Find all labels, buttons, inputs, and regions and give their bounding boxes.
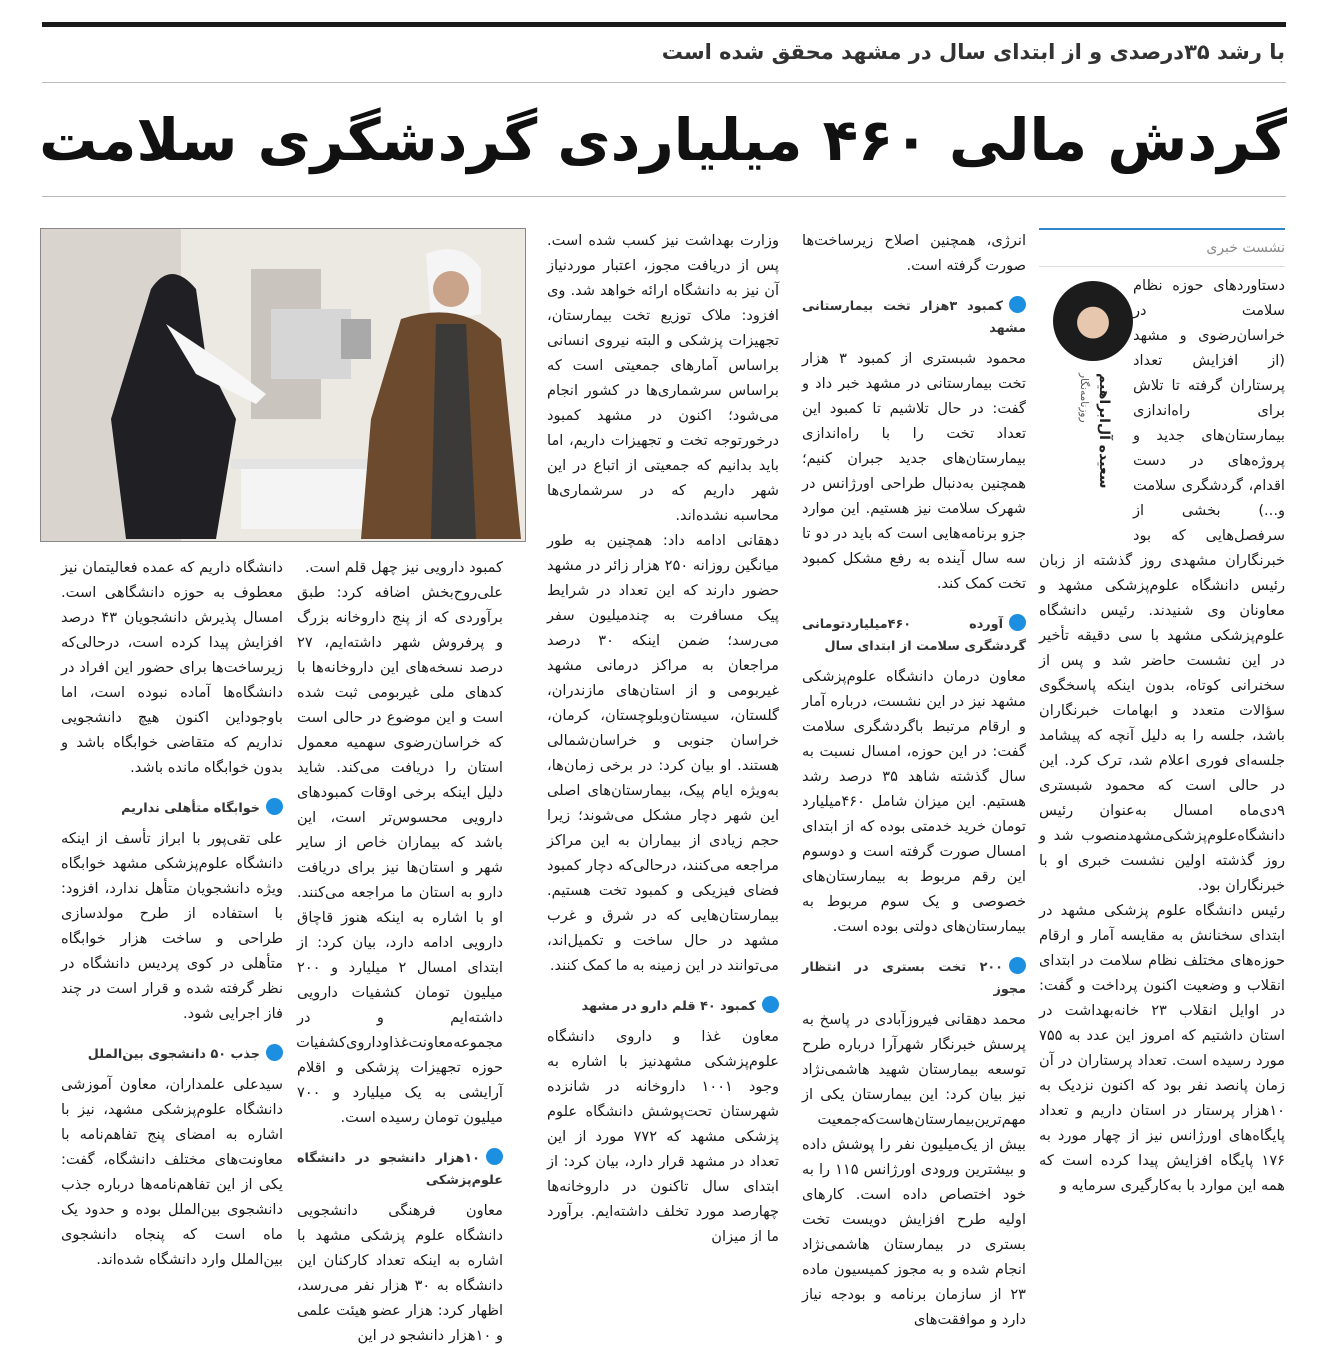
bullet-dot-icon (486, 1148, 503, 1165)
subheading: کمبود ۳هزار تخت بیمارستانی مشهد (802, 296, 1026, 340)
paragraph: دانشگاه داریم که عمده فعالیتمان نیز معطوف به حوزه دانشگاهی است. امسال پذیرش دانشجویان ۴۳ درصد افزایش پیدا کرده است، درحالی‌که زیرساخت‌ها برای حضور این افراد در دانشگاه‌ها آماده نبوده است، اما باوجوداین اکنون هیچ دانشجویی نداریم که متقاضی خوابگاه باشد و بدون خوابگاه مانده باشد. (61, 559, 283, 776)
section-label: نشست خبری (1039, 228, 1285, 267)
divider (42, 196, 1286, 197)
paragraph: رئیس دانشگاه علوم پزشکی مشهد در ابتدای سخنانش به مقایسه آمار و ارقام حوزه‌های مختلف نظام سلامت در ابتدای انقلاب و وضعیت اکنون پرداخت و گفت: در اوایل انقلاب ۲۳ خانه‌بهداشت در استان داشتیم که امروز این عدد به ۷۵۵ مورد رسیده است. تعداد پرستاران در آن زمان پانصد نفر بود که اکنون نزدیک به ۱۰هزار پرستار در استان داریم و تعداد پایگاه‌های اورژانس نیز از چهار مورد به ۱۷۶ پایگاه افزایش پیدا کرده است که همه این موارد با به‌کارگیری سرمایه و (1039, 902, 1285, 1194)
bullet-dot-icon (266, 798, 283, 815)
paragraph: معاون فرهنگی دانشجویی دانشگاه علوم پزشکی مشهد با اشاره به اینکه تعداد کارکنان این دانشگاه به ۳۰ هزار نفر می‌رسد، اظهار کرد: هزار عضو هیئت علمی و ۱۰هزار دانشجو در این (297, 1202, 504, 1344)
subheading: ۱۰هزار دانشجو در دانشگاه علوم‌پزشکی (297, 1148, 503, 1192)
column-5 (61, 555, 283, 1272)
top-rule (42, 22, 1286, 27)
bullet-dot-icon (1009, 957, 1026, 974)
author-role: روزنامه‌نگار (1078, 373, 1090, 423)
paragraph: کمبود دارویی نیز چهل قلم است. (305, 559, 503, 576)
author-box (1049, 281, 1133, 527)
bullet-dot-icon (1009, 614, 1026, 631)
column-2 (802, 228, 1026, 1332)
divider (42, 82, 1286, 83)
column-1 (1039, 228, 1285, 1198)
paragraph: وزارت بهداشت نیز کسب شده است. پس از دریافت مجوز، اعتبار موردنیاز آن نیز به دانشگاه ارائه خواهد شد. وی افزود: ملاک توزیع تخت بیمارستان، تجهیزات پزشکی و البته نیروی انسانی براساس آمارهای جمعیتی است که براساس سرشماری‌ها در کشور انجام می‌شود؛ اکنون در مشهد کمبود درخورتوجه تخت و تجهیزات داریم، اما باید بدانیم که جمعیتی از اتباع در این شهر داریم که در سرشماری‌ها محاسبه نشده‌اند. (547, 232, 779, 524)
subheading: خوابگاه متأهلی نداریم (61, 798, 283, 820)
paragraph: انرژی، همچنین اصلاح زیرساخت‌ها صورت گرفته است. (802, 232, 1026, 274)
subheading: کمبود ۴۰ قلم دارو در مشهد (547, 996, 779, 1018)
column-3 (547, 228, 779, 1249)
bullet-dot-icon (1009, 296, 1026, 313)
paragraph: معاون غذا و داروی دانشگاه علوم‌پزشکی مشهدنیز با اشاره به وجود ۱۰۰۱ داروخانه در شانزده شهرستان تحت‌پوشش دانشگاه علوم پزشکی مشهد که ۷۷۲ مورد از این تعداد در مشهد قرار دارد، بیان کرد: از ابتدای سال تاکنون در داروخانه‌ها چهارصد مورد تخلف داشته‌ایم. برآورد ما از میزان (547, 1028, 779, 1245)
paragraph: محمود شبستری از کمبود ۳ هزار تخت بیمارستانی در مشهد خبر داد و گفت: در حال تلاشیم تا کمبود این تعداد تخت را با راه‌اندازی بیمارستان‌های جدید جبران کنیم؛ همچنین به‌دنبال طراحی اورژانس در شهرک سلامت نیز هستیم. این موارد جزو برنامه‌هایی است که باید در دو تا سه سال آینده به رفع مشکل کمبود تخت کمک کند. (802, 350, 1026, 592)
bullet-dot-icon (762, 996, 779, 1013)
paragraph: دهقانی ادامه داد: همچنین به طور میانگین روزانه ۲۵۰ هزار زائر در مشهد حضور دارند که این تعداد در شرایط پیک مسافرت به چندمیلیون سفر می‌رسد؛ ضمن اینکه ۳۰ درصد مراجعان به مراکز درمانی مشهد غیربومی و از استان‌های مازندران، گلستان، سیستان‌وبلوچستان، کرمان، خراسان جنوبی و خراسان‌شمالی هستند. او بیان کرد: در برخی زمان‌ها، به‌ویژه ایام پیک، بیمارستان‌های اصلی این شهر دچار مشکل می‌شوند؛ زیرا حجم زیادی از بیماران به این مراکز مراجعه می‌کنند، درحالی‌که دچار کمبود فضای فیزیکی و کمبود تخت هستیم. بیمارستان‌هایی که در شرق و غرب مشهد در حال ساخت و تکمیل‌اند، می‌توانند در این زمینه به ما کمک کنند. (547, 532, 779, 974)
author-name: سعیده آل‌ابراهیم (1096, 373, 1112, 489)
paragraph: معاون درمان دانشگاه علوم‌پزشکی مشهد نیز در این نشست، درباره آمار و ارقام مرتبط باگردشگری سلامت گفت: در این حوزه، امسال نسبت به سال گذشته شاهد ۳۵ درصد رشد هستیم. این میزان شامل ۴۶۰میلیارد تومان خرید خدمتی بوده که از ابتدای امسال صورت گرفته است و دوسوم این رقم مربوط به بیمارستان‌های خصوصی و یک سوم مربوط به بیمارستان‌های دولتی بوده است. (802, 668, 1026, 935)
photo-illustration (41, 229, 525, 541)
kicker: با رشد ۳۵درصدی و از ابتدای سال در مشهد محقق شده است (661, 40, 1285, 64)
author-photo (1053, 281, 1133, 361)
paragraph: سیدعلی علمداران، معاون آموزشی دانشگاه علوم‌پزشکی مشهد، نیز با اشاره به امضای پنج تفاهم‌نامه با معاونت‌های مختلف دانشگاه، گفت: یکی از این تفاهم‌نامه‌ها درباره جذب دانشجوی بین‌الملل بوده و حدود یک ماه است که پنجاه دانشجوی بین‌الملل وارد دانشگاه شده‌اند. (61, 1076, 283, 1268)
bullet-dot-icon (266, 1044, 283, 1061)
column-4 (297, 555, 503, 1348)
paragraph: علی تقی‌پور با ابراز تأسف از اینکه دانشگاه علوم‌پزشکی مشهد خوابگاه ویژه دانشجویان متأهل ندارد، افزود: با استفاده از طرح مولدسازی طراحی و ساخت هزار خوابگاه متأهلی در کوی پردیس دانشگاه در نظر گرفته شده و قرار است در چند فاز اجرایی شود. (61, 830, 283, 1022)
paragraph: علی‌روح‌بخش اضافه کرد: طبق برآوردی که از پنج داروخانه بزرگ و پرفروش شهر داشته‌ایم، ۲۷ درصد نسخه‌های این داروخانه‌ها با کدهای ملی غیربومی ثبت شده است و این موضوع در حالی است که خراسان‌رضوی سهمیه معمول استان را دریافت می‌کند. شاید دلیل اینکه برخی اوقات کمبودهای دارویی محسوس‌تر است، این باشد که بیماران خاص از سایر شهر و استان‌ها نیز برای دریافت دارو به استان ما مراجعه می‌کنند. او با اشاره به اینکه هنوز قاچاق دارویی ادامه دارد، بیان کرد: از ابتدای امسال ۲ میلیارد و ۲۰۰ میلیون تومان کشفیات دارویی داشته‌ایم و در مجموعه‌معاونت‌غذا‌وداروی‌کشفیات حوزه تجهیزات پزشکی و اقلام آرایشی به یک میلیارد و ۷۰۰ میلیون تومان رسیده است. (296, 584, 503, 1126)
headline: گردش مالی ۴۶۰ میلیاردی گردشگری سلامت (39, 106, 1287, 174)
paragraph: دستاوردهای حوزه نظام سلامت در خراسان‌رضوی و مشهد (از افزایش تعداد پرستاران گرفته تا تلاش برای راه‌اندازی بیمارستان‌های جدید و پروژه‌های در دست اقدام، گردشگری سلامت و...) بخشی از سرفصل‌هایی که بود خبرنگاران مشهدی روز گذشته از زبان رئیس دانشگاه علوم‌پزشکی مشهد و معاونان وی شنیدند. رئیس دانشگاه علوم‌پزشکی مشهد با سی دقیقه تأخیر در این نشست حاضر شد و پس از سخنرانی کوتاه، بدون اینکه پاسخگوی سؤالات متعدد و ابهامات خبرنگاران باشد، جلسه را به دلیل آنچه که پیشامد جلسه‌ای فوری اعلام شد، ترک کرد. این در حالی است که محمود شبستری ۹دی‌ماه امسال به‌عنوان رئیس دانشگاه‌علوم‌پزشکی‌مشهدمنصوب شد و روز گذشته اولین نشست خبری او با خبرنگاران بود. (1039, 277, 1285, 894)
subheading: ۲۰۰ تخت بستری در انتظار مجوز (802, 957, 1026, 1001)
subheading: جذب ۵۰ دانشجوی بین‌الملل (61, 1044, 283, 1066)
subheading: آورده ۴۶۰میلیاردتومانی گردشگری سلامت از ابتدای سال (802, 614, 1026, 658)
paragraph: محمد دهقانی فیروزآبادی در پاسخ به پرسش خبرنگار شهرآرا درباره طرح توسعه بیمارستان شهید هاشمی‌نژاد نیز بیان کرد: این بیمارستان یکی از مهم‌ترین‌بیمارستان‌هاست‌که‌جمعیت بیش از یک‌میلیون نفر را پوشش داده و بیشترین ورودی اورژانس ۱۱۵ را به خود اختصاص داده است. کارهای اولیه طرح افزایش دویست تخت بستری در بیمارستان هاشمی‌نژاد انجام شده و به مجوز کمیسیون ماده ۲۳ از سازمان برنامه و بودجه نیاز دارد و موافقت‌های (802, 1011, 1026, 1328)
clinic-eye-exam-photo (40, 228, 526, 542)
